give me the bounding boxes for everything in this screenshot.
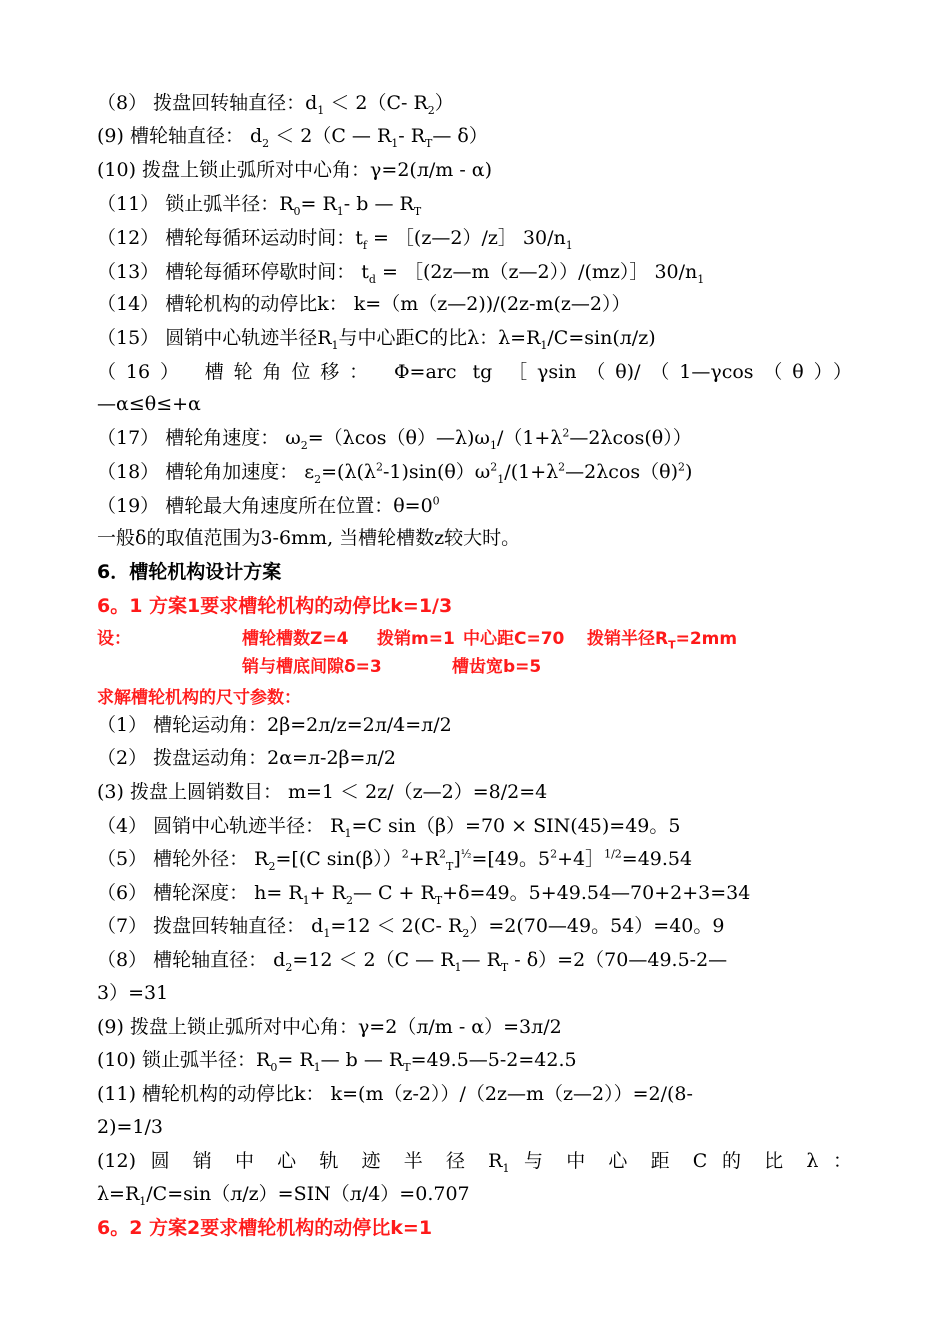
text-segment: /(1+λ [504,461,559,483]
text-segment: (10) 拨盘上锁止弧所对中心角：γ=2(л/m - α) [97,159,493,181]
text-segment: 1 [454,960,462,974]
step-7 [97,913,857,939]
text-segment: 1 [344,826,352,840]
text-segment: （7） 拨盘回转轴直径： d [97,915,324,937]
text-segment: （18） 槽轮角加速度： ε [97,461,315,483]
text-segment: = ［(z—2）/z］ 30/n [366,227,566,249]
text-segment: 1 [502,1161,510,1175]
text-segment: 2 [262,136,270,150]
text-segment: 2 [678,460,685,474]
text-segment: =(λ(λ [321,461,376,483]
step-8b [97,980,857,1006]
text-segment: +δ=49。5+49.54—70+2+3=34 [442,882,751,904]
text-segment: 2 [562,426,570,440]
text-segment: 2 [462,926,470,940]
text-segment: 1 [540,338,548,352]
step-10 [97,1047,857,1073]
text-segment: （17） 槽轮角速度： ω [97,427,301,449]
text-segment: = R [300,193,337,215]
text-segment: + R [309,882,346,904]
text-segment: 2)=1/3 [97,1116,163,1138]
section-6-1-heading: 6。1 方案1要求槽轮机构的动停比k=1/3 [97,595,453,617]
step-2 [97,745,857,771]
text-segment: 2 [375,460,383,474]
text-segment: 1 [565,238,573,252]
text-segment: 与 中 心 距 C 的 比 λ ： [509,1150,852,1172]
text-segment: —α≤θ≤+α [97,393,201,415]
text-segment: 1 [317,103,325,117]
text-segment: =2mm [675,629,738,649]
text-segment: -1)sin(θ）ω [382,461,491,483]
text-segment: （11） 锁止弧半径：R [97,193,294,215]
text-segment: =[49。5 [471,848,551,870]
text-segment: ] [453,848,461,870]
text-segment: —2λcos(θ）） [569,427,692,449]
text-segment: — R [461,949,501,971]
text-segment: ＜ 2（C — R [269,125,392,147]
text-segment: 2 [439,847,447,861]
text-segment: 销与槽底间隙δ=3 [242,657,382,677]
text-segment: （16） 槽轮角位移： Φ=arc tg ［γsin（θ)/（1—γcos（θ）） [97,361,852,383]
text-segment: 设： [97,629,131,649]
text-segment: 2 [345,893,353,907]
text-segment: 3）=31 [97,982,169,1004]
text-segment: 1 [323,926,331,940]
text-segment: λ=R [97,1183,140,1205]
text-segment: 0 [270,1060,278,1074]
step-1 [97,712,857,738]
text-segment: （13） 槽轮每循环停歇时间： t [97,261,369,283]
text-segment: =12 ＜ 2（C — R [292,949,455,971]
text-segment: (3) 拨盘上圆销数目： m=1 ＜ 2z/（z—2）=8/2=4 [97,781,548,803]
text-segment: (10) 锁止弧半径：R [97,1049,271,1071]
text-segment: T [434,893,443,907]
section-6-heading: 6．槽轮机构设计方案 [97,561,282,583]
text-segment: （5） 槽轮外径： R [97,848,269,870]
text-segment: 2 [427,103,435,117]
step-8a [97,947,857,973]
text-segment: （4） 圆销中心轨迹半径： R [97,815,345,837]
text-segment: (12) 圆 销 中 心 轨 迹 半 径 R [97,1150,503,1172]
text-segment: 1 [336,204,344,218]
line-9 [97,123,857,149]
text-segment: ) [685,461,693,483]
text-segment: +R [408,848,440,870]
text-segment: 槽轮槽数Z=4 [242,629,349,649]
text-segment: 2 [300,438,308,452]
text-segment: /C=sin(л/z) [547,327,656,349]
step-4 [97,813,857,839]
text-segment: +4］ [557,848,605,870]
text-segment: 2 [550,847,558,861]
text-segment: — C + R [352,882,435,904]
text-segment: 1 [302,893,310,907]
text-segment: —2λcos（θ) [565,461,678,483]
text-segment: - δ）=2（70—49.5-2— [508,949,728,971]
text-segment: 1/2 [604,847,622,861]
text-segment: 槽齿宽b=5 [452,657,542,677]
text-segment: = R [277,1049,314,1071]
line-17 [97,425,857,451]
text-segment: =[(C sin(β）） [275,848,402,870]
text-segment: = ［(2z—m（z—2））/(mz）］ 30/n [375,261,698,283]
text-segment: ） [434,92,454,114]
text-segment: T [500,960,509,974]
text-segment: (9) 拨盘上锁止弧所对中心角：γ=2（л/m - α）=3л/2 [97,1016,562,1038]
text-segment: 2 [558,460,566,474]
line-16b [97,391,857,417]
text-segment: 1 [331,338,339,352]
text-segment: （12） 槽轮每循环运动时间：t [97,227,363,249]
text-segment: =49.54 [621,848,693,870]
line-18 [97,459,857,485]
line-19 [97,493,857,519]
text-segment: (11) 槽轮机构的动停比k： k=(m（z-2））/（2z—m（z—2））=2/(8- [97,1083,693,1105]
text-segment: 2 [268,859,276,873]
text-segment: （15） 圆销中心轨迹半径R [97,327,332,349]
given-row-1 [97,626,857,652]
text-segment: 0 [293,204,301,218]
step-12a [97,1148,852,1174]
given-row-2 [97,654,857,680]
text-segment: — b — R [320,1049,404,1071]
line-15 [97,325,857,351]
text-segment: /C=sin（л/z）=SIN（л/4）=0.707 [146,1183,470,1205]
line-13 [97,259,857,285]
text-segment: 与中心距C的比λ：λ=R [338,327,541,349]
text-segment: T [413,204,422,218]
text-segment: 拨销m=1 [377,629,455,649]
step-6 [97,880,857,906]
line-10 [97,157,857,183]
text-segment: （8） 槽轮轴直径： d [97,949,286,971]
text-segment: 拨销半径R [587,629,669,649]
step-5 [97,846,857,872]
line-16a [97,359,852,385]
line-14 [97,291,857,317]
text-segment: （6） 槽轮深度： h= R [97,882,303,904]
section-6-2-heading: 6。2 方案2要求槽轮机构的动停比k=1 [97,1217,433,1239]
text-segment: 1 [497,472,505,486]
text-segment: （8） 拨盘回转轴直径：d [97,92,318,114]
text-segment: 2 [285,960,293,974]
text-segment: =49.5—5-2=42.5 [410,1049,577,1071]
text-segment: （2） 拨盘运动角：2α=л-2β=л/2 [97,747,397,769]
line-8 [97,90,857,116]
text-segment: 中心距C=70 [463,629,565,649]
pin-radius-param [587,626,737,652]
text-segment: - b — R [343,193,414,215]
text-segment: （19） 槽轮最大角速度所在位置：θ=0 [97,495,433,517]
text-segment: 1 [391,136,399,150]
text-segment: 1 [489,438,497,452]
text-segment: 1 [313,1060,321,1074]
text-segment: 2 [490,460,498,474]
step-9 [97,1014,857,1040]
text-segment: T [446,859,454,873]
text-segment: — δ） [432,125,488,147]
line-12 [97,225,857,251]
text-segment: （1） 槽轮运动角：2β=2л/z=2л/4=л/2 [97,714,452,736]
text-segment: - R [398,125,426,147]
text-segment: f [362,238,367,252]
note-delta-range: 一般δ的取值范围为3-6mm, 当槽轮槽数z较大时。 [97,527,521,549]
text-segment: 0 [432,494,440,508]
step-3 [97,779,857,805]
text-segment: ½ [460,847,472,861]
text-segment: 1 [697,272,705,286]
text-segment: T [403,1060,411,1074]
text-segment: 2 [401,847,409,861]
line-11 [97,191,857,217]
text-segment: =（λcos（θ）—λ)ω [307,427,490,449]
text-segment: 2 [314,472,322,486]
solve-heading: 求解槽轮机构的尺寸参数： [97,688,301,708]
text-segment: /（1+λ [496,427,563,449]
text-segment: (9) 槽轮轴直径： d [97,125,263,147]
text-segment: T [425,136,433,150]
text-segment: 1 [139,1194,147,1208]
step-12b [97,1181,857,1207]
text-segment: =12 ＜ 2(C- R [330,915,463,937]
text-segment: T [668,638,676,652]
step-11b [97,1114,857,1140]
text-segment: =C sin（β）=70 × SIN(45)=49。5 [351,815,681,837]
step-11a [97,1081,857,1107]
text-segment: ＜ 2（C- R [324,92,428,114]
text-segment: ）=2(70—49。54）=40。9 [469,915,725,937]
text-segment: d [368,272,376,286]
text-segment: （14） 槽轮机构的动停比k： k=（m（z—2))/(2z-m(z—2）） [97,293,631,315]
